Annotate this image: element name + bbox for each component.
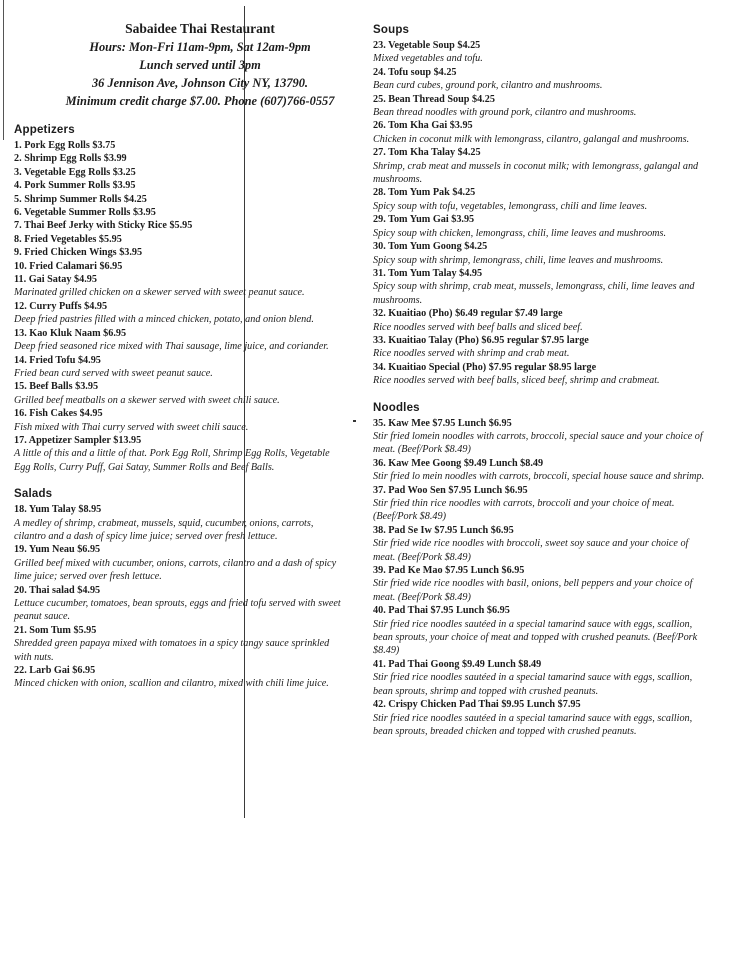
menu-item-name: 14. Fried Tofu $4.95 — [14, 354, 101, 366]
restaurant-header — [30, 20, 370, 110]
menu-item-name: 23. Vegetable Soup $4.25 — [373, 40, 481, 51]
menu-item-description: Rice noodles served with shrimp and crab meat. — [373, 348, 570, 360]
scan-edge-line — [3, 0, 4, 140]
menu-item — [14, 354, 344, 381]
appetizers-list — [14, 139, 344, 474]
menu-item-description: Bean curd cubes, ground pork, cilantro and mushrooms. — [373, 80, 603, 92]
noodles-list — [373, 417, 708, 739]
menu-item — [373, 457, 708, 484]
menu-item-description: Spicy soup with shrimp, crab meat, mussels, lemongrass, chili, lime leaves and mushrooms. — [373, 281, 695, 306]
menu-item — [14, 543, 344, 583]
menu-item-name: 11. Gai Satay $4.95 — [14, 274, 97, 286]
menu-item-name: 9. Fried Chicken Wings $3.95 — [14, 247, 143, 259]
section-title-appetizers: Appetizers — [14, 124, 75, 136]
menu-item-name: 42. Crispy Chicken Pad Thai $9.95 Lunch $7.95 — [373, 699, 581, 711]
menu-item — [373, 361, 708, 388]
menu-item-description: Marinated grilled chicken on a skewer served with sweet peanut sauce. — [14, 287, 305, 299]
menu-item-name: 40. Pad Thai $7.95 Lunch $6.95 — [373, 605, 510, 617]
noodles-section — [373, 402, 708, 739]
menu-item-description: Shrimp, crab meat and mussels in coconut milk; with lemongrass, galangal and mushrooms. — [373, 160, 699, 186]
menu-item — [373, 484, 708, 524]
menu-item — [373, 119, 708, 146]
menu-item-name: 22. Larb Gai $6.95 — [14, 665, 96, 677]
menu-item — [373, 66, 708, 93]
menu-item — [14, 624, 344, 664]
menu-item-description: Shredded green papaya mixed with tomatoes in a spicy tangy sauce sprinkled with nuts. — [14, 638, 330, 663]
menu-item — [373, 93, 708, 120]
menu-item-description: Rice noodles served with beef balls, sliced beef, shrimp and crabmeat. — [373, 375, 660, 387]
menu-item — [14, 664, 344, 691]
menu-item-name: 2. Shrimp Egg Rolls $3.99 — [14, 153, 127, 165]
appetizers-section — [14, 124, 344, 474]
menu-item-name: 19. Yum Neau $6.95 — [14, 544, 101, 556]
menu-item — [14, 327, 344, 354]
menu-item-name: 38. Pad Se Iw $7.95 Lunch $6.95 — [373, 524, 514, 536]
salads-list — [14, 503, 344, 691]
right-column — [373, 24, 708, 738]
menu-item-name: 37. Pad Woo Sen $7.95 Lunch $6.95 — [373, 484, 528, 496]
menu-item-description: Stir fried thin rice noodles with carrots, broccoli and your choice of meat. (Beef/Pork $8.49) — [373, 498, 675, 523]
menu-item-name: 5. Shrimp Summer Rolls $4.25 — [14, 193, 147, 205]
minimum-charge-phone: Minimum credit charge $7.00. Phone (607)766-0557 — [65, 94, 335, 108]
salads-section — [14, 488, 344, 691]
menu-item — [14, 273, 344, 300]
menu-item — [14, 434, 344, 474]
menu-item-name: 34. Kuaitiao Special (Pho) $7.95 regular $8.95 large — [373, 361, 597, 373]
menu-item-description: Deep fried pastries filled with a minced chicken, potato, and onion blend. — [14, 314, 314, 326]
menu-item-name: 30. Tom Yum Goong $4.25 — [373, 241, 488, 253]
menu-item-description: A little of this and a little of that. Pork Egg Roll, Shrimp Egg Rolls, Vegetable Egg Rolls, Curry Puff, Gai Satay, Summer Rolls and Beef Balls. — [14, 448, 330, 473]
menu-item-name: 15. Beef Balls $3.95 — [14, 381, 99, 393]
menu-item — [14, 246, 344, 259]
menu-item — [14, 503, 344, 543]
menu-item — [373, 334, 708, 361]
menu-item-name: 4. Pork Summer Rolls $3.95 — [14, 180, 136, 192]
menu-item-name: 6. Vegetable Summer Rolls $3.95 — [14, 207, 156, 219]
menu-item-name: 33. Kuaitiao Talay (Pho) $6.95 regular $7.95 large — [373, 334, 589, 346]
menu-item-description: Spicy soup with chicken, lemongrass, chili, lime leaves and mushrooms. — [373, 227, 667, 239]
menu-item — [14, 233, 344, 246]
menu-item-name: 27. Tom Kha Talay $4.25 — [373, 147, 481, 159]
menu-item-name: 21. Som Tum $5.95 — [14, 624, 97, 636]
menu-item-name: 24. Tofu soup $4.25 — [373, 66, 457, 78]
menu-item-name: 3. Vegetable Egg Rolls $3.25 — [14, 166, 136, 178]
menu-item — [14, 179, 344, 192]
menu-item-description: Chicken in coconut milk with lemongrass, cilantro, galangal and mushrooms. — [373, 133, 690, 145]
menu-item — [14, 407, 344, 434]
menu-item — [14, 152, 344, 165]
menu-item-name: 16. Fish Cakes $4.95 — [14, 408, 103, 420]
lunch-hours: Lunch served until 3pm — [139, 58, 261, 72]
menu-item-description: Minced chicken with onion, scallion and cilantro, mixed with chili lime juice. — [14, 678, 329, 690]
menu-item — [373, 146, 708, 186]
menu-item-description: Mixed vegetables and tofu. — [373, 53, 483, 65]
address: 36 Jennison Ave, Johnson City NY, 13790. — [91, 76, 309, 90]
menu-item-description: Stir fried wide rice noodles with basil, onions, bell peppers and your choice of meat. (Beef/Pork $8.49) — [373, 578, 693, 603]
menu-item-description: Rice noodles served with beef balls and sliced beef. — [373, 321, 583, 333]
menu-item-name: 7. Thai Beef Jerky with Sticky Rice $5.95 — [14, 220, 193, 232]
menu-item — [373, 564, 708, 604]
menu-item-name: 32. Kuaitiao (Pho) $6.49 regular $7.49 large — [373, 308, 563, 320]
hours: Hours: Mon-Fri 11am-9pm, Sat 12am-9pm — [89, 40, 311, 54]
section-title-soups: Soups — [373, 24, 410, 36]
menu-item — [373, 267, 708, 307]
menu-item-description: Stir fried rice noodles sautéed in a special tamarind sauce with eggs, scallion, bean sprouts, breaded chicken and topped with crushed peanuts. — [373, 712, 693, 737]
section-title-noodles: Noodles — [373, 401, 420, 414]
menu-item-name: 36. Kaw Mee Goong $9.49 Lunch $8.49 — [373, 457, 544, 469]
menu-item — [14, 139, 344, 152]
menu-item-description: A medley of shrimp, crabmeat, mussels, squid, cucumber, onions, carrots, cilantro and a dash of spicy lime juice; served over fresh lettuce. — [14, 517, 314, 542]
menu-item-description: Stir fried rice noodles sautéed in a special tamarind sauce with eggs, scallion, bean sprouts, your choice of meat and topped with crushed peanuts. (Beef/Pork $8.49) — [373, 618, 698, 657]
menu-item — [14, 260, 344, 273]
menu-item-description: Stir fried rice noodles sautéed in a special tamarind sauce with eggs, scallion, bean sprouts, shrimp and topped with crushed peanuts. — [373, 672, 693, 697]
menu-item — [373, 698, 708, 738]
menu-item-name: 8. Fried Vegetables $5.95 — [14, 233, 122, 245]
menu-item — [14, 206, 344, 219]
soups-section — [373, 24, 708, 388]
menu-item-description: Fish mixed with Thai curry served with sweet chili sauce. — [14, 421, 249, 433]
menu-item-description: Spicy soup with tofu, vegetables, lemongrass, chili and lime leaves. — [373, 200, 648, 212]
menu-item-description: Deep fried seasoned rice mixed with Thai sausage, lime juice, and coriander. — [14, 341, 329, 353]
menu-item-name: 20. Thai salad $4.95 — [14, 584, 101, 596]
menu-item-name: 39. Pad Ke Mao $7.95 Lunch $6.95 — [373, 565, 525, 577]
section-title-salads: Salads — [14, 488, 53, 501]
menu-item-description: Grilled beef mixed with cucumber, onions, carrots, cilantro and a dash of spicy lime juice; served over fresh lettuce. — [14, 557, 337, 583]
menu-item — [14, 166, 344, 179]
menu-item — [373, 658, 708, 698]
menu-item-name: 35. Kaw Mee $7.95 Lunch $6.95 — [373, 417, 512, 429]
menu-item-name: 25. Bean Thread Soup $4.25 — [373, 93, 495, 105]
menu-item-description: Stir fried wide rice noodles with broccoli, sweet soy sauce and your choice of meat. (Beef/Pork $8.49) — [373, 538, 689, 563]
menu-item-description: Stir fried lomein noodles with carrots, broccoli, special sauce and your choice of meat. (Beef/Pork $8.49) — [373, 430, 703, 456]
menu-item-description: Grilled beef meatballs on a skewer served with sweet chili sauce. — [14, 394, 280, 406]
menu-item-name: 26. Tom Kha Gai $3.95 — [373, 120, 473, 132]
menu-item-name: 17. Appetizer Sampler $13.95 — [14, 434, 142, 446]
menu-item — [373, 39, 708, 66]
menu-item-name: 29. Tom Yum Gai $3.95 — [373, 214, 475, 226]
scan-speck — [353, 420, 356, 422]
menu-item-name: 1. Pork Egg Rolls $3.75 — [14, 140, 116, 151]
menu-item — [14, 380, 344, 407]
menu-item — [14, 584, 344, 624]
menu-item — [373, 604, 708, 658]
menu-item — [373, 186, 708, 213]
menu-item-name: 18. Yum Talay $8.95 — [14, 504, 102, 516]
menu-item — [14, 300, 344, 327]
menu-item — [14, 219, 344, 232]
menu-item-description: Bean thread noodles with ground pork, cilantro and mushrooms. — [373, 107, 637, 119]
menu-item-name: 13. Kao Kluk Naam $6.95 — [14, 327, 127, 339]
menu-item-description: Spicy soup with shrimp, lemongrass, chili, lime leaves and mushrooms. — [373, 254, 664, 266]
menu-item-name: 31. Tom Yum Talay $4.95 — [373, 267, 483, 279]
menu-item-name: 28. Tom Yum Pak $4.25 — [373, 187, 476, 199]
restaurant-name: Sabaidee Thai Restaurant — [125, 21, 275, 36]
menu-item — [373, 307, 708, 334]
menu-item-description: Fried bean curd served with sweet peanut sauce. — [14, 367, 213, 379]
menu-item — [373, 240, 708, 267]
soups-list — [373, 39, 708, 388]
menu-item — [14, 193, 344, 206]
menu-item — [373, 417, 708, 457]
menu-item-name: 41. Pad Thai Goong $9.49 Lunch $8.49 — [373, 658, 542, 670]
menu-item-name: 10. Fried Calamari $6.95 — [14, 260, 123, 272]
menu-item — [373, 213, 708, 240]
menu-item-description: Stir fried lo mein noodles with carrots, broccoli, special house sauce and shrimp. — [373, 471, 705, 483]
left-column — [14, 124, 344, 691]
menu-item-description: Lettuce cucumber, tomatoes, bean sprouts, eggs and fried tofu served with sweet peanut sauce. — [14, 598, 341, 623]
menu-item — [373, 524, 708, 564]
menu-item-name: 12. Curry Puffs $4.95 — [14, 300, 108, 312]
